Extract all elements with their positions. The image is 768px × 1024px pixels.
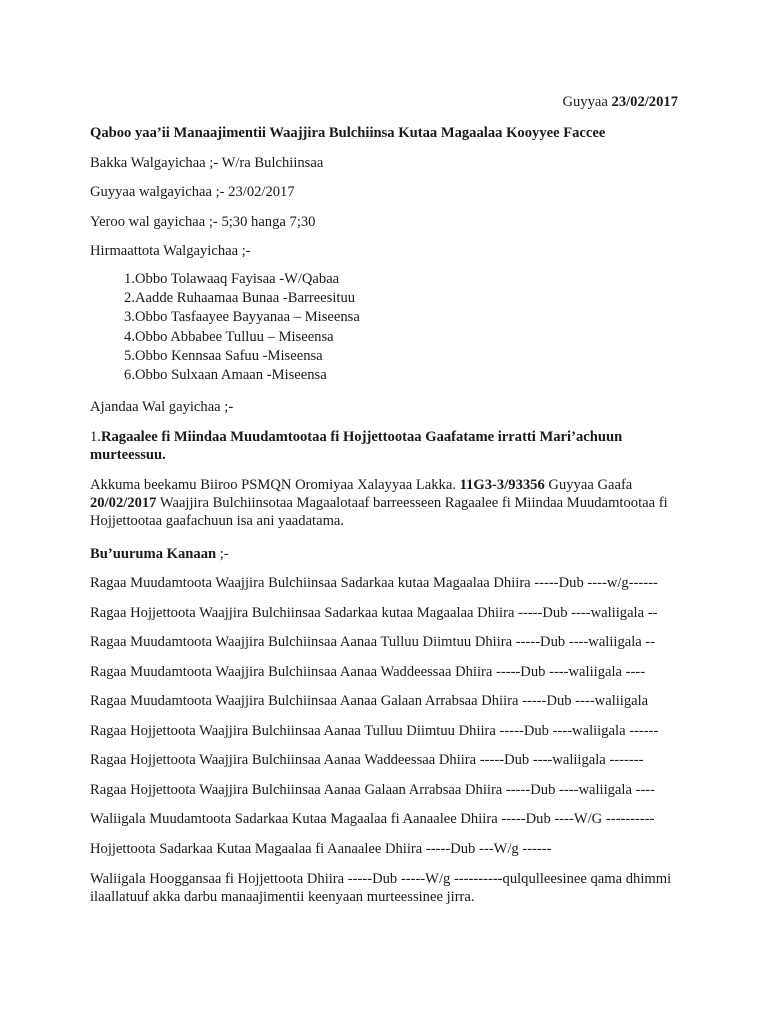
attendee-list: [90, 270, 360, 385]
decisions-heading: Bu’uuruma Kanaan ;-: [90, 546, 229, 562]
agenda-label: Ajandaa Wal gayichaa ;-: [90, 399, 234, 415]
attendee-item: 6.Obbo Sulxaan Amaan -Miseensa: [124, 366, 327, 383]
attendee-item: 1.Obbo Tolawaaq Fayisaa -W/Qabaa: [124, 271, 340, 287]
attendee-item: 4.Obbo Abbabee Tulluu – Miseensa: [124, 328, 334, 345]
decision-line: Ragaa Muudamtoota Waajjira Bulchiinsaa Aanaa Galaan Arrabsaa Dhiira -----Dub ----waliigala: [90, 693, 649, 709]
decision-line: Ragaa Hojjettoota Waajjira Bulchiinsaa Sadarkaa kutaa Magaalaa Dhiira -----Dub ----waliigala --: [90, 605, 658, 621]
decision-line: Ragaa Muudamtoota Waajjira Bulchiinsaa Aanaa Waddeessaa Dhiira -----Dub ----waliigala ----: [90, 664, 646, 680]
background-paragraph: Akkuma beekamu Biiroo PSMQN Oromiyaa Xalayyaa Lakka. 11G3-3/93356 Guyyaa Gaafa 20/02/2017 Waajjira Bulchiinsotaa Magaalotaaf barreesseen Ragaalee fi Miindaa Muudamtootaa fi Hojjettootaa gaafachuun isa ani yaadatama.: [90, 477, 668, 529]
letter-date: 20/02/2017: [90, 495, 157, 511]
date-value: 23/02/2017: [611, 94, 678, 110]
attendee-item: 5.Obbo Kennsaa Safuu -Miseensa: [124, 347, 323, 364]
meeting-date: Guyyaa walgayichaa ;- 23/02/2017: [90, 184, 295, 200]
decision-line: Waliigala Muudamtoota Sadarkaa Kutaa Magaalaa fi Aanaalee Dhiira -----Dub ----W/G ----------: [90, 811, 655, 827]
document-date: [562, 93, 678, 111]
document-title: Qaboo yaa’ii Manaajimentii Waajjira Bulchiinsa Kutaa Magaalaa Kooyyee Faccee: [90, 125, 606, 141]
attendee-item: 2.Aadde Ruhaamaa Bunaa -Barreesituu: [124, 290, 356, 307]
decision-line: Ragaa Muudamtoota Waajjira Bulchiinsaa Sadarkaa kutaa Magaalaa Dhiira -----Dub ----w/g------: [90, 575, 658, 591]
agenda-item-title: Ragaalee fi Miindaa Muudamtootaa fi Hojjettootaa Gaafatame irratti Mari’achuun murteessuu.: [90, 429, 623, 463]
decision-line: Ragaa Hojjettoota Waajjira Bulchiinsaa Aanaa Waddeessaa Dhiira -----Dub ----waliigala -------: [90, 752, 644, 768]
meeting-time: Yeroo wal gayichaa ;- 5;30 hanga 7;30: [90, 214, 316, 230]
attendees-label: Hirmaattota Walgayichaa ;-: [90, 243, 251, 259]
decision-line: Hojjettoota Sadarkaa Kutaa Magaalaa fi Aanaalee Dhiira -----Dub ---W/g ------: [90, 841, 552, 857]
letter-reference: 11G3-3/93356: [459, 477, 545, 493]
decision-line: Ragaa Hojjettoota Waajjira Bulchiinsaa Aanaa Galaan Arrabsaa Dhiira -----Dub ----waliigala ----: [90, 782, 656, 798]
date-label: Guyyaa: [562, 94, 608, 110]
attendee-item: 3.Obbo Tasfaayee Bayyanaa – Miseensa: [124, 309, 360, 326]
agenda-item: [90, 428, 680, 464]
final-decision-paragraph: Waliigala Hooggansaa fi Hojjettoota Dhiira -----Dub -----W/g ----------qulqulleesinee qama dhimmi ilaallatuuf akka darbu manaajimentii keenyaan murteessinee jirra.: [90, 871, 672, 905]
decision-line: Ragaa Hojjettoota Waajjira Bulchiinsaa Aanaa Tulluu Diimtuu Dhiira -----Dub ----waliigala ------: [90, 723, 659, 739]
agenda-item-number: 1.: [90, 429, 101, 445]
meeting-place: Bakka Walgayichaa ;- W/ra Bulchiinsaa: [90, 155, 324, 171]
decision-line: Ragaa Muudamtoota Waajjira Bulchiinsaa Aanaa Tulluu Diimtuu Dhiira -----Dub ----waliigala --: [90, 634, 656, 650]
